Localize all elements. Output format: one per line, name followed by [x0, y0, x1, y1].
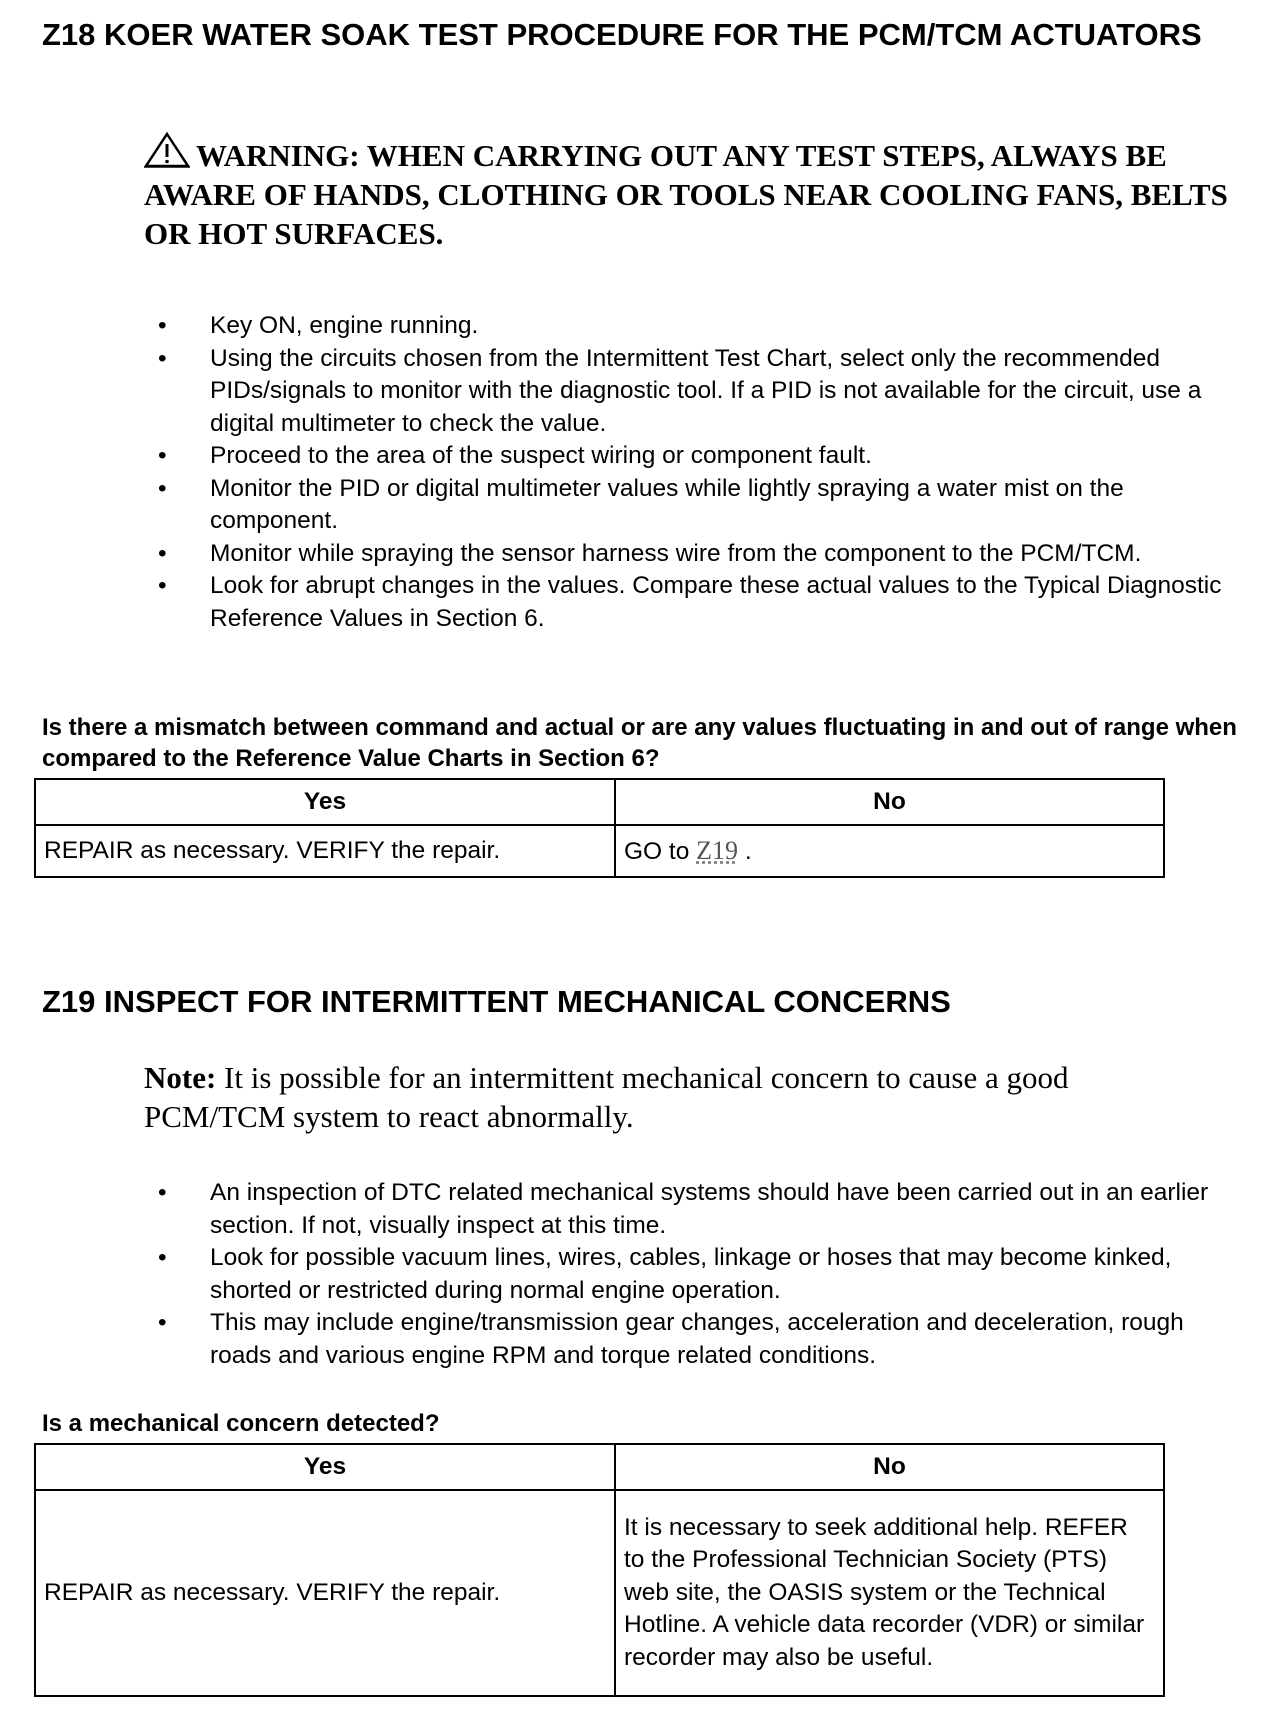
z18-warning [144, 132, 1254, 253]
z19-bullet-list [0, 1177, 1245, 1372]
z18-heading: Z18 KOER WATER SOAK TEST PROCEDURE FOR THE PCM/TCM ACTUATORS [42, 17, 1202, 52]
z19-question: Is a mechanical concern detected? [42, 1410, 440, 1437]
list-item: • An inspection of DTC related mechanical systems should have been carried out in an earlier section. If not, visually inspect at this time. [158, 1179, 1209, 1239]
no-header: No [615, 1444, 1164, 1490]
no-cell: It is necessary to seek additional help. REFER to the Professional Technician Society (PTS) web site, the OASIS system or the Technical Hotline. A vehicle data recorder (VDR) or similar recorder may also be useful. [615, 1490, 1164, 1696]
note-label: Note: [144, 1060, 217, 1095]
z19-note [144, 1058, 1164, 1136]
note-text: It is possible for an intermittent mechanical concern to cause a good PCM/TCM system to react abnormally. [144, 1060, 1069, 1134]
z19-link[interactable]: Z19 [696, 836, 739, 865]
list-item: • Look for abrupt changes in the values. Compare these actual values to the Typical Diagnostic Reference Values in Section 6. [158, 572, 1222, 632]
no-header: No [615, 779, 1164, 825]
z18-bullet-list [0, 310, 1245, 635]
table-header-row [35, 779, 1164, 825]
no-cell: GO to Z19 . [615, 825, 1164, 877]
bullet-dot: • [158, 539, 167, 567]
list-item: • This may include engine/transmission gear changes, acceleration and deceleration, rough roads and various engine RPM and torque related conditions. [158, 1309, 1184, 1369]
yes-cell: REPAIR as necessary. VERIFY the repair. [35, 1490, 615, 1696]
bullet-dot: • [158, 344, 167, 372]
warning-triangle-icon [144, 132, 190, 168]
list-item: • Proceed to the area of the suspect wiring or component fault. [0, 440, 1245, 473]
bullet-dot: • [158, 1179, 167, 1206]
yes-cell: REPAIR as necessary. VERIFY the repair. [35, 825, 615, 877]
table-header-row [35, 1444, 1164, 1490]
z18-warning-text: WARNING: WHEN CARRYING OUT ANY TEST STEPS, ALWAYS BE AWARE OF HANDS, CLOTHING OR TOOLS NEAR COOLING FANS, BELTS OR HOT SURFACES. [144, 138, 1228, 251]
list-item: • Using the circuits chosen from the Intermittent Test Chart, select only the recommended PIDs/signals to monitor with the diagnostic tool. If a PID is not available for the circuit, use a digital multimeter to check the value. [158, 344, 1202, 437]
list-item: • Monitor while spraying the sensor harness wire from the component to the PCM/TCM. [0, 538, 1245, 571]
yes-header: Yes [35, 1444, 615, 1490]
z19-heading: Z19 INSPECT FOR INTERMITTENT MECHANICAL CONCERNS [42, 984, 951, 1019]
bullet-dot: • [158, 474, 167, 502]
z19-result-table [34, 1443, 1165, 1697]
list-item: • Key ON, engine running. [0, 310, 1245, 343]
bullet-dot: • [158, 1309, 167, 1336]
table-row [35, 825, 1164, 877]
z18-result-table [34, 778, 1165, 878]
yes-header: Yes [35, 779, 615, 825]
list-item: • Monitor the PID or digital multimeter values while lightly spraying a water mist on the component. [158, 474, 1124, 534]
list-item: • Look for possible vacuum lines, wires, cables, linkage or hoses that may become kinked, shorted or restricted during normal engine operation. [158, 1244, 1172, 1304]
table-row [35, 1490, 1164, 1696]
bullet-dot: • [158, 442, 167, 469]
bullet-dot: • [158, 1244, 167, 1271]
z18-question: Is there a mismatch between command and actual or are any values fluctuating in and out of range when compared to the Reference Value Charts in Section 6? [42, 714, 1237, 772]
bullet-dot: • [158, 572, 167, 599]
bullet-dot: • [158, 312, 167, 339]
